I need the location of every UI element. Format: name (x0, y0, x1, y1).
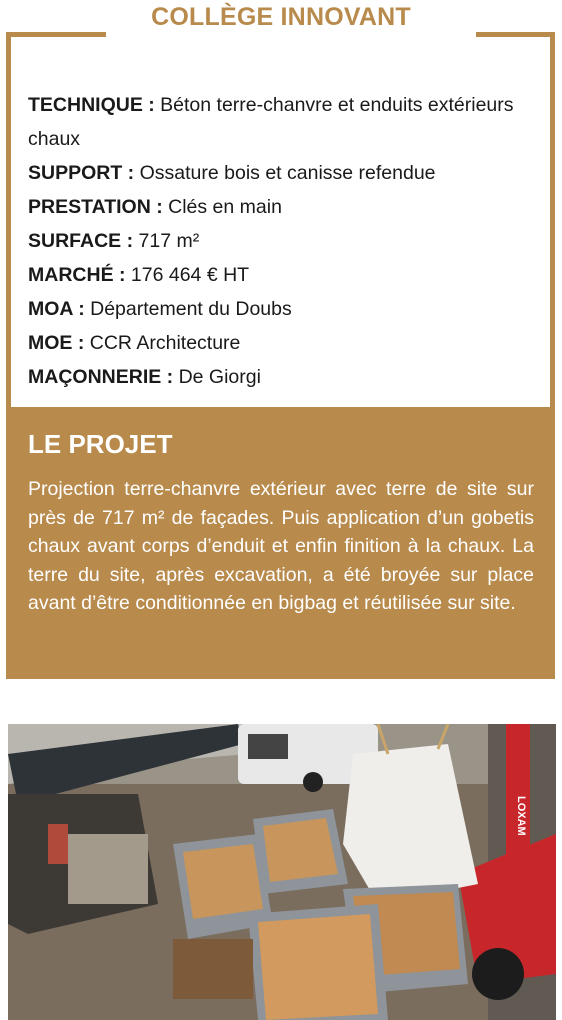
machine-part (48, 824, 68, 864)
spec-moa (28, 292, 538, 326)
telehandler-wheel (472, 948, 524, 1000)
spec-key: MOE : (28, 332, 85, 354)
spec-moe (28, 326, 538, 360)
spec-list (28, 88, 538, 394)
spec-surface (28, 224, 538, 258)
crate-contents (263, 818, 338, 882)
platform (68, 834, 148, 904)
spec-key: MOA : (28, 298, 85, 320)
van-window (248, 734, 288, 759)
projet-section (6, 411, 555, 679)
spec-value: Département du Doubs (84, 298, 292, 320)
spec-value: Béton terre-chanvre et enduits extérieurs chaux (28, 94, 514, 150)
site-photo (8, 724, 556, 1020)
site-photo-illustration (8, 724, 556, 1020)
spec-maconnerie (28, 360, 538, 394)
spec-value: CCR Architecture (84, 332, 241, 354)
spec-key: MAÇONNERIE : (28, 366, 174, 388)
spec-key: MARCHÉ : (28, 264, 126, 286)
spec-value: Clés en main (162, 196, 282, 218)
spec-technique (28, 88, 538, 156)
spec-prestation (28, 190, 538, 224)
spec-value: De Giorgi (173, 366, 261, 388)
spec-value: 176 464 € HT (125, 264, 250, 286)
spec-key: SUPPORT : (28, 162, 135, 184)
crate-contents (258, 914, 378, 1020)
spec-key: TECHNIQUE : (28, 94, 155, 116)
frame-line-left (6, 32, 106, 37)
spec-value: Ossature bois et canisse refendue (134, 162, 436, 184)
projet-title: LE PROJET (28, 429, 173, 459)
spec-marche (28, 258, 538, 292)
spec-support (28, 156, 538, 190)
van-wheel (303, 772, 323, 792)
pallet (173, 939, 253, 999)
spec-value: 717 m² (133, 230, 200, 252)
page-title: COLLÈGE INNOVANT (151, 3, 411, 31)
crate-contents (183, 844, 263, 919)
spec-key: SURFACE : (28, 230, 134, 252)
frame-line-right (476, 32, 555, 37)
spec-key: PRESTATION : (28, 196, 163, 218)
projet-description: Projection terre-chanvre extérieur avec terre de site sur près de 717 m² de façades. Puis application d’un gobetis chaux avant corps d’enduit et enfin finition à la chaux. La terre du site, après excavation, a été broyée sur place avant d’être conditionnée en bigbag et réutilisée sur site. (28, 478, 534, 614)
machine-label: LOXAM (515, 796, 527, 836)
